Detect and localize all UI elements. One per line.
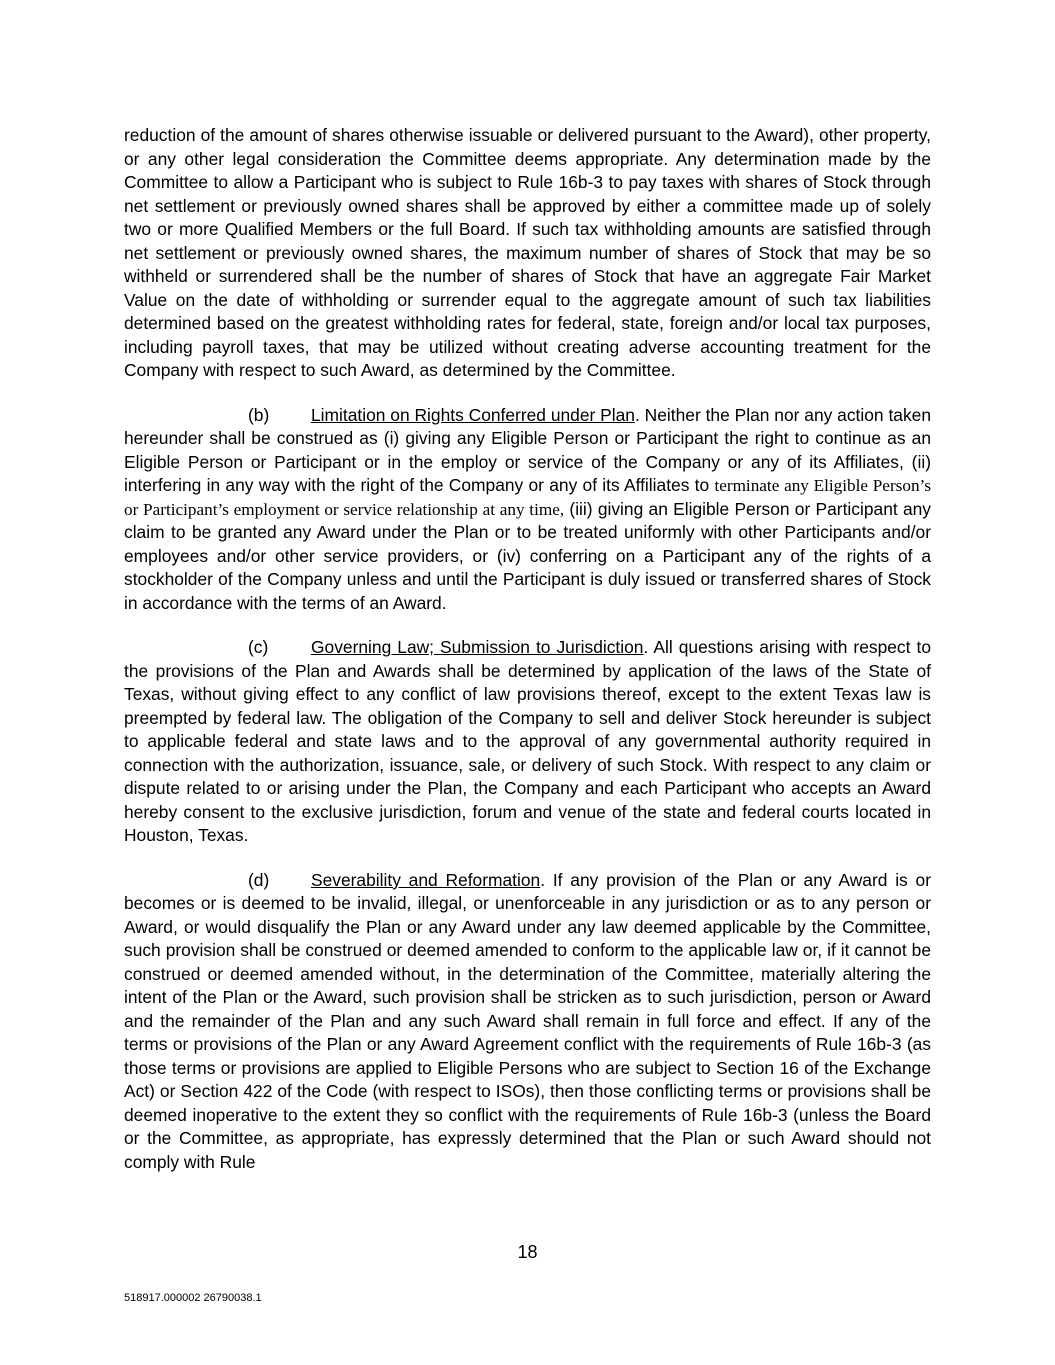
document-body — [124, 124, 931, 1174]
section-b-text-before: . Neither the Plan nor any action taken hereunder shall be construed as (i) giving any Eligible Person or Participant the right to continue as an Eligible Person or Participant or in the employ or service of the Company or any of its Affiliates, (ii) interfering in any way with the right of the Company or any of its Affiliates to — [124, 404, 931, 495]
section-c-text: . All questions arising with respect to the provisions of the Plan and Awards shall be determined by application of the laws of the State of Texas, without giving effect to any conflict of law provisions thereof, except to the extent Texas law is preempted by federal law. The obligation of the Company to sell and deliver Stock hereunder is subject to applicable federal and state laws and to the approval of any governmental authority required in connection with the authorization, issuance, sale, or delivery of such Stock. With respect to any claim or dispute related to or arising under the Plan, the Company and each Participant who accepts an Award hereby consent to the exclusive jurisdiction, forum and venue of the state and federal courts located in Houston, Texas. — [124, 637, 931, 845]
paragraph-intro — [124, 124, 931, 383]
section-b-text-serif: terminate any Eligible Person’s or Participant’s employment or service relationship at any time, — [124, 476, 932, 519]
section-b — [124, 404, 931, 616]
section-d — [124, 869, 931, 1175]
section-c-label: (c) — [248, 637, 269, 657]
section-c — [124, 636, 931, 848]
section-b-label: (b) — [248, 404, 270, 425]
document-id: 518917.000002 26790038.1 — [124, 1292, 262, 1304]
section-c-heading: Governing Law; Submission to Jurisdiction — [311, 637, 644, 657]
section-d-heading: Severability and Reformation — [311, 869, 541, 890]
section-d-label: (d) — [248, 869, 270, 890]
section-d-text: . If any provision of the Plan or any Award is or becomes or is deemed to be invalid, illegal, or unenforceable in any jurisdiction or as to any person or Award, or would disqualify the Plan or any Award under any law deemed applicable by the Committee, such provision shall be construed or deemed amended to conform to the applicable law or, if it cannot be construed or deemed amended without, in the determination of the Committee, materially altering the intent of the Plan or the Award, such provision shall be stricken as to such jurisdiction, person or Award and the remainder of the Plan and any such Award shall remain in full force and effect. If any of the terms or provisions of the Plan or any Award Agreement conflict with the requirements of Rule 16b-3 (as those terms or provisions are applied to Eligible Persons who are subject to Section 16 of the Exchange Act) or Section 422 of the Code (with respect to ISOs), then those conflicting terms or provisions shall be deemed inoperative to the extent they so conflict with the requirements of Rule 16b-3 (unless the Board or the Committee, as appropriate, has expressly determined that the Plan or such Award should not comply with Rule — [124, 869, 931, 1172]
section-b-heading: Limitation on Rights Conferred under Plan — [311, 404, 635, 425]
paragraph-intro-text: reduction of the amount of shares otherwise issuable or delivered pursuant to the Award), other property, or any other legal consideration the Committee deems appropriate. Any determination made by the Committee to allow a Participant who is subject to Rule 16b-3 to pay taxes with shares of Stock through net settlement or previously owned shares shall be approved by either a committee made up of solely two or more Qualified Members or the full Board. If such tax withholding amounts are satisfied through net settlement or previously owned shares, the maximum number of shares of Stock that may be so withheld or surrendered shall be the number of shares of Stock that have an aggregate Fair Market Value on the date of withholding or surrender equal to the aggregate amount of such tax liabilities determined based on the greatest withholding rates for federal, state, foreign and/or local tax purposes, including payroll taxes, that may be utilized without creating adverse accounting treatment for the Company with respect to such Award, as determined by the Committee. — [124, 125, 931, 380]
section-b-text-after: (iii) giving an Eligible Person or Participant any claim to be granted any Award under the Plan or to be treated uniformly with other Participants and/or employees and/or other service providers, or (iv) conferring on a Participant any of the rights of a stockholder of the Company unless and until the Participant is duly issued or transferred shares of Stock in accordance with the terms of an Award. — [124, 498, 931, 613]
page-number: 18 — [517, 1242, 538, 1262]
